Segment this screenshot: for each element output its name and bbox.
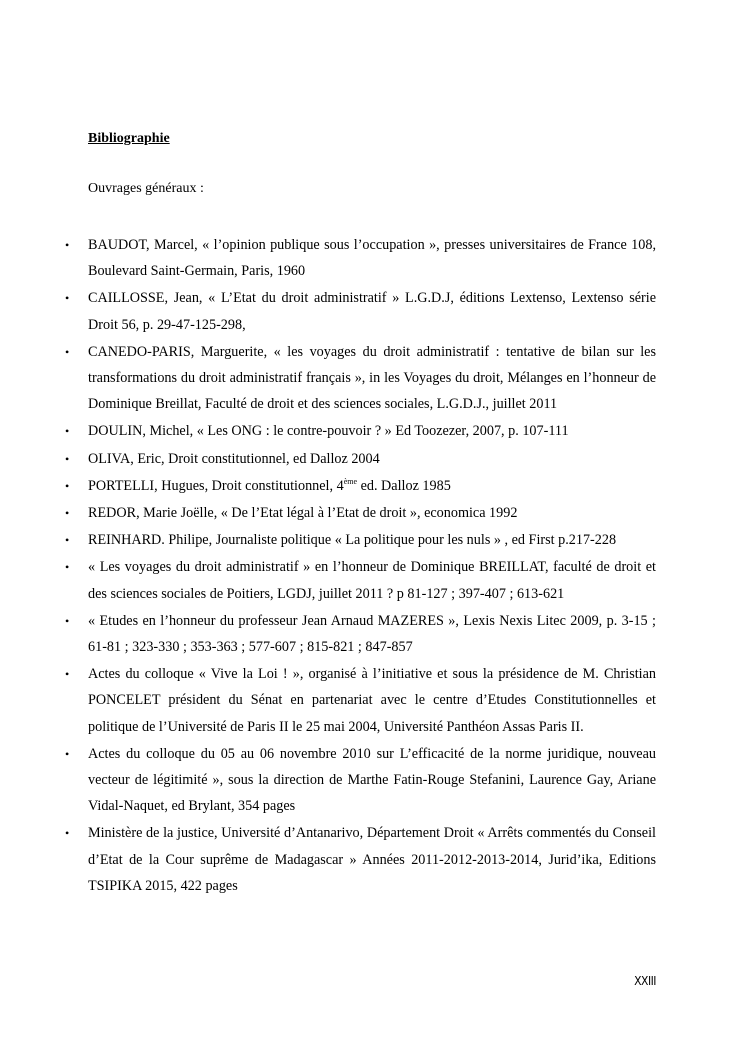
- bibliography-entry: [65, 527, 656, 553]
- entry-text: Actes du colloque « Vive la Loi ! », organisé à l’initiative et sous la présidence de M. Christian PONCELET président du Sénat en partenariat avec le centre d’Etudes Constitutionnelles et politique de l’Université de Paris II le 25 mai 2004, Université Panthéon Assas Paris II.: [88, 666, 656, 735]
- bullet-icon: •: [65, 344, 70, 359]
- entry-text: REINHARD. Philipe, Journaliste politique « La politique pour les nuls » , ed First p.217-228: [88, 532, 617, 549]
- bibliography-entry: [65, 473, 656, 499]
- section-heading: Ouvrages généraux :: [88, 181, 204, 196]
- bibliography-entry: [65, 554, 656, 606]
- bullet-icon: •: [65, 478, 70, 493]
- bullet-icon: •: [65, 291, 70, 306]
- bibliography-entry: [65, 661, 656, 740]
- bibliography-entry: [65, 232, 656, 284]
- bibliography-entry: [65, 418, 656, 444]
- entry-text: BAUDOT, Marcel, « l’opinion publique sous l’occupation », presses universitaires de France 108, Boulevard Saint-Germain, Paris, 1960: [88, 237, 656, 280]
- entry-text: REDOR, Marie Joëlle, « De l’Etat légal à l’Etat de droit », economica 1992: [88, 505, 518, 522]
- bibliography-list: [65, 232, 656, 900]
- entry-text: « Les voyages du droit administratif » en l’honneur de Dominique BREILLAT, faculté de droit et des sciences sociales de Poitiers, LGDJ, juillet 2011 ? p 81-127 ; 397-407 ; 613-621: [88, 559, 656, 602]
- bibliography-entry: [65, 339, 656, 418]
- entry-text: OLIVA, Eric, Droit constitutionnel, ed Dalloz 2004: [88, 450, 380, 467]
- page-title: Bibliographie: [88, 131, 170, 146]
- page-number: XXIII: [634, 974, 656, 988]
- entry-text: ed. Dalloz 1985: [357, 477, 451, 494]
- bullet-icon: •: [65, 238, 70, 252]
- bibliography-entry: [65, 741, 656, 820]
- bullet-icon: •: [65, 826, 70, 841]
- superscript-text: ème: [343, 476, 358, 486]
- entry-text: « Etudes en l’honneur du professeur Jean Arnaud MAZERES », Lexis Nexis Litec 2009, p. 3-15 ; 61-81 ; 323-330 ; 353-363 ; 577-607 ; 815-821 ; 847-857: [88, 612, 656, 656]
- bullet-icon: •: [65, 506, 70, 521]
- bullet-icon: •: [65, 424, 70, 439]
- bullet-icon: •: [65, 667, 70, 682]
- entry-text: DOULIN, Michel, « Les ONG : le contre-pouvoir ? » Ed Toozezer, 2007, p. 107-111: [88, 423, 569, 440]
- bibliography-entry: [65, 608, 656, 660]
- bibliography-entry: [65, 446, 656, 472]
- entry-text: Ministère de la justice, Université d’Antanarivo, Département Droit « Arrêts commentés du Conseil d’Etat de la Cour suprême de Madagascar » Années 2011-2012-2013-2014, Jurid’ika, Editions TSIPIKA 2015, 422 pages: [88, 825, 656, 894]
- bullet-icon: •: [65, 451, 70, 466]
- entry-text: CAILLOSSE, Jean, « L’Etat du droit administratif » L.G.D.J, éditions Lextenso, Lextenso série Droit 56, p. 29-47-125-298,: [88, 290, 656, 333]
- entry-text: CANEDO-PARIS, Marguerite, « les voyages du droit administratif : tentative de bilan sur les transformations du droit administratif français », in les Voyages du droit, Mélanges en l’honneur de Dominique Breillat, Faculté de droit et des sciences sociales, L.G.D.J., juillet 2011: [88, 343, 656, 413]
- entry-text: Actes du colloque du 05 au 06 novembre 2010 sur L’efficacité de la norme juridique, nouveau vecteur de légitimité », sous la direction de Marthe Fatin-Rouge Stefanini, Laurence Gay, Ariane Vidal-Naquet, ed Brylant, 354 pages: [88, 745, 656, 815]
- bullet-icon: •: [65, 613, 70, 628]
- bibliography-entry: [65, 500, 656, 526]
- bullet-icon: •: [65, 560, 70, 575]
- bullet-icon: •: [65, 746, 70, 761]
- bibliography-entry: [65, 285, 656, 337]
- bibliography-entry: [65, 820, 656, 899]
- bullet-icon: •: [65, 533, 70, 548]
- entry-text: PORTELLI, Hugues, Droit constitutionnel, 4: [88, 477, 344, 494]
